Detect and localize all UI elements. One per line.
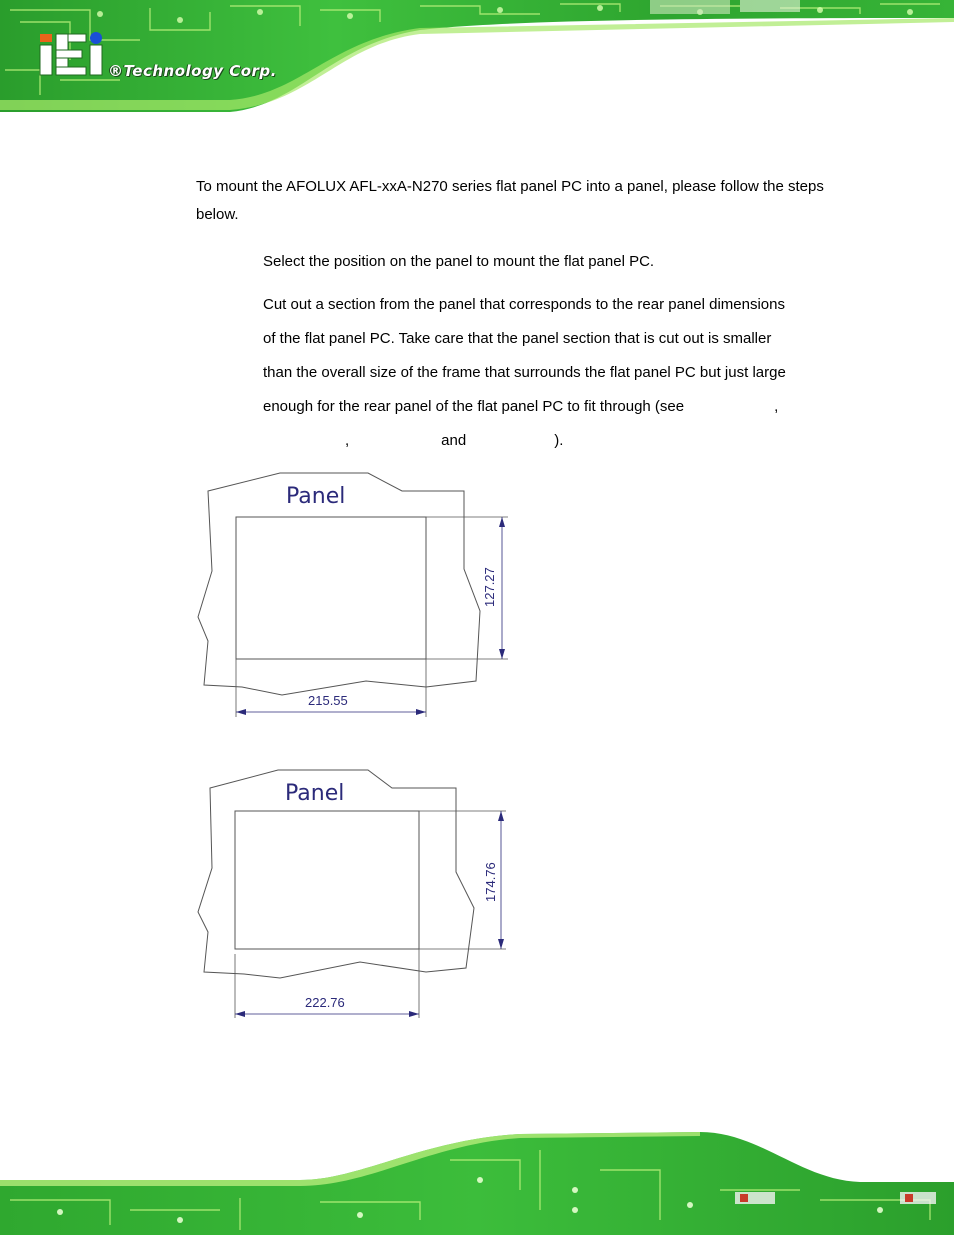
step-2-line-4-text: enough for the rear panel of the flat panel PC to fit through (see [263, 398, 685, 415]
panel-cutout-drawing-2 [190, 762, 530, 1024]
step-1-text: Select the position on the panel to mount the flat panel PC. [263, 253, 655, 270]
width-dimension-1: 215.55 [308, 693, 348, 708]
panel-cutout-drawing-1 [190, 465, 530, 725]
footer-pcb-banner [0, 1120, 954, 1235]
step-2-line-2: of the flat panel PC. Take care that the panel section that is cut out is smaller [263, 330, 772, 347]
panel-title-2: Panel [285, 781, 345, 806]
step-2-line-3: than the overall size of the frame that surrounds the flat panel PC but just large [263, 364, 786, 381]
height-dimension-1: 127.27 [482, 567, 497, 607]
step-2-line-1: Cut out a section from the panel that corresponds to the rear panel dimensions [263, 296, 785, 313]
panel-title-1: Panel [286, 484, 346, 509]
step-2-line-4 [263, 398, 823, 415]
iei-logo-icon [38, 30, 108, 82]
intro-paragraph: To mount the AFOLUX AFL-xxA-N270 series flat panel PC into a panel, please follow the steps below. [196, 178, 824, 223]
figure-ref-comma-a: , [345, 432, 350, 449]
step-2-line-5 [263, 432, 823, 449]
figure-ref-and: and [441, 432, 467, 449]
brand-name: ®Technology Corp. [108, 62, 277, 80]
step-2-line-4-comma: , [774, 398, 779, 415]
height-dimension-2: 174.76 [483, 862, 498, 902]
company-logo [38, 30, 298, 86]
figure-ref-close: ). [554, 432, 564, 449]
width-dimension-2: 222.76 [305, 995, 345, 1010]
